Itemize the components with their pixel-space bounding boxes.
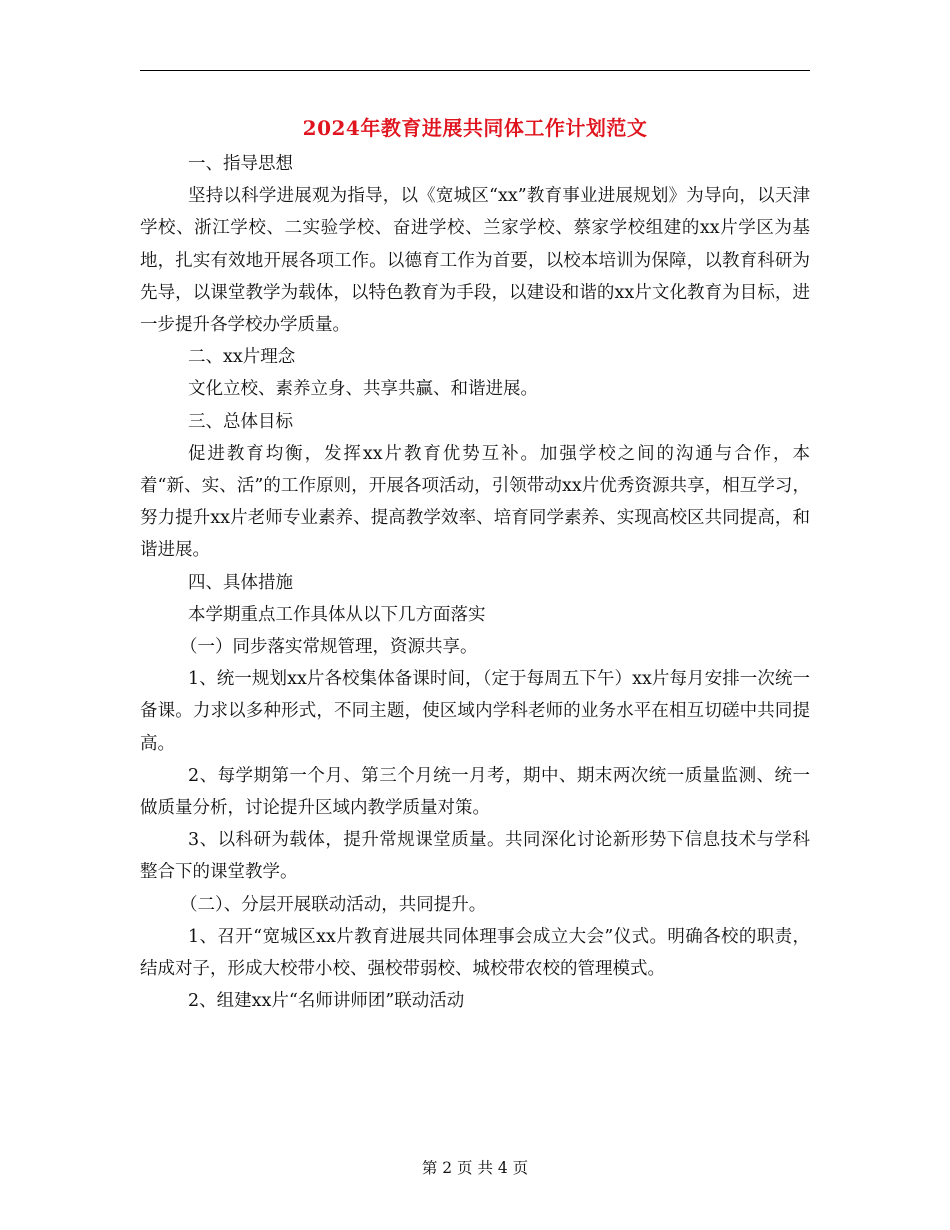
paragraph: 坚持以科学进展观为指导，以《宽城区“xx”教育事业进展规划》为导向，以天津学校、浙江学校、二实验学校、奋进学校、兰家学校、蔡家学校组建的xx片学区为基地，扎实有效地开展各项工作。以德育工作为首要，以校本培训为保障，以教育科研为先导，以课堂教学为载体，以特色教育为手段，以建设和谐的xx片文化教育为目标，进一步提升各学校办学质量。: [140, 186, 810, 336]
page-number: 第 2 页 共 4 页: [421, 1159, 529, 1177]
document-title: 2024年教育进展共同体工作计划范文: [302, 116, 648, 140]
subheading-2: （二）、分层开展联动活动，共同提升。: [180, 894, 487, 915]
document-body: [140, 148, 810, 1017]
heading-specific-measures: 四、具体措施: [188, 572, 293, 593]
paragraph: 促进教育均衡，发挥xx片教育优势互补。加强学校之间的沟通与合作，本着“新、实、活”的工作原则，开展各项活动，引领带动xx片优秀资源共享，相互学习，努力提升xx片老师专业素养、提高教学效率、培育同学素养、实现高校区共同提高，和谐进展。: [140, 443, 810, 561]
list-item: 2、每学期第一个月、第三个月统一月考，期中、期末两次统一质量监测、统一做质量分析，讨论提升区域内教学质量对策。: [140, 765, 810, 819]
header-rule: [140, 70, 810, 71]
subheading-1: （一）同步落实常规管理，资源共享。: [180, 637, 478, 658]
list-item: 1、统一规划xx片各校集体备课时间，（定于每周五下午）xx片每月安排一次统一备课。力求以多种形式，不同主题，使区域内学科老师的业务水平在相互切磋中共同提高。: [140, 669, 810, 754]
heading-concept: 二、xx片理念: [188, 347, 296, 368]
heading-overall-goal: 三、总体目标: [188, 411, 293, 432]
paragraph: 文化立校、素养立身、共享共赢、和谐进展。: [188, 379, 538, 400]
list-item: 1、召开“宽城区xx片教育进展共同体理事会成立大会”仪式。明确各校的职责，结成对子，形成大校带小校、强校带弱校、城校带农校的管理模式。: [140, 926, 810, 980]
list-item: 3、以科研为载体，提升常规课堂质量。共同深化讨论新形势下信息技术与学科整合下的课堂教学。: [140, 830, 810, 883]
list-item: 2、组建xx片“名师讲师团”联动活动: [188, 991, 465, 1012]
paragraph: 本学期重点工作具体从以下几方面落实: [188, 604, 486, 625]
heading-guiding-ideology: 一、指导思想: [188, 154, 293, 174]
